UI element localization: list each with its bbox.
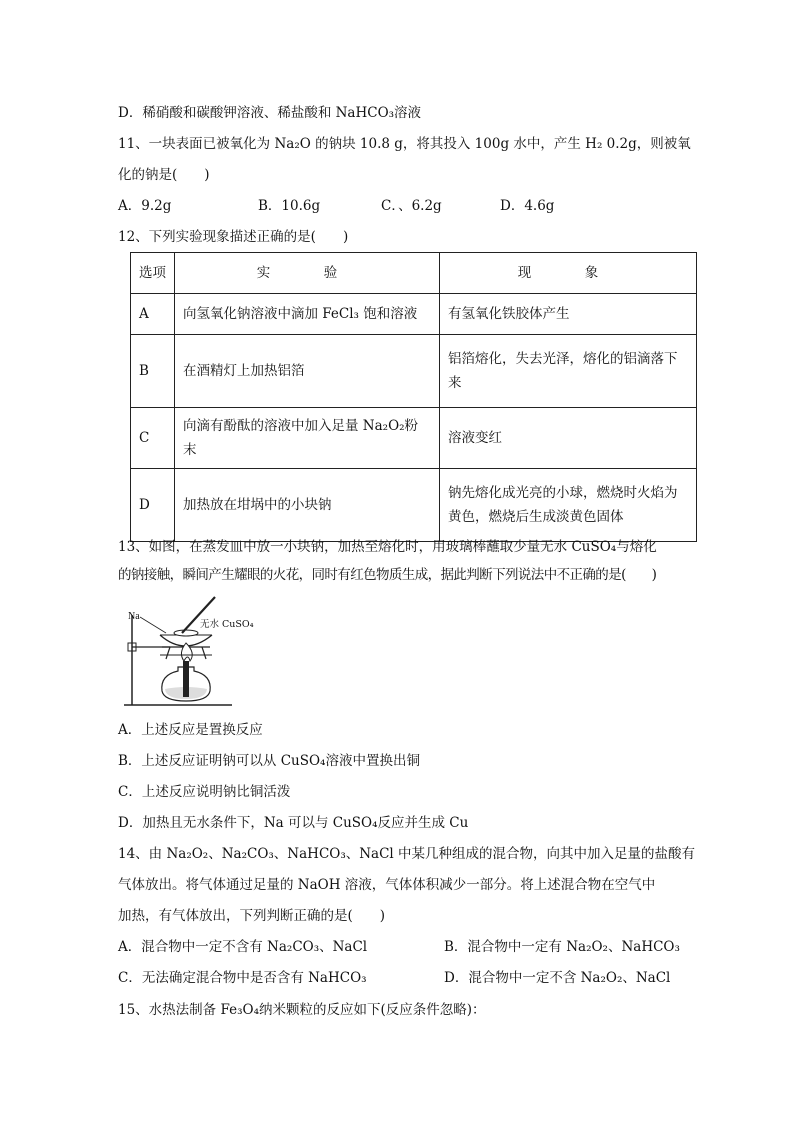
q14-stem-line3: 加热，有气体放出，下列判断正确的是( ) <box>118 908 386 924</box>
experiment-apparatus-figure <box>120 595 270 710</box>
row-option: A <box>131 294 175 335</box>
q15-stem: 15、水热法制备 Fe₃O₄纳米颗粒的反应如下(反应条件忽略)： <box>118 1002 486 1018</box>
row-phenomenon: 有氢氧化铁胶体产生 <box>440 294 697 335</box>
table-row <box>131 469 697 542</box>
q14-option-b: B．混合物中一定有 Na₂O₂、NaHCO₃ <box>444 939 680 955</box>
row-option: B <box>131 335 175 408</box>
q11-stem-line2: 化的钠是( ) <box>118 167 210 183</box>
q13-option-d: D．加热且无水条件下，Na 可以与 CuSO₄反应并生成 Cu <box>118 815 469 831</box>
row-option: D <box>131 469 175 542</box>
row-experiment: 向滴有酚酞的溶液中加入足量 Na₂O₂粉末 <box>175 408 440 469</box>
q11-option-b: B．10.6g <box>258 198 321 214</box>
q11-option-c: C．、6.2g <box>381 198 442 214</box>
row-phenomenon: 溶液变红 <box>440 408 697 469</box>
row-experiment: 向氢氧化钠溶液中滴加 FeCl₃ 饱和溶液 <box>175 294 440 335</box>
row-phenomenon: 钠先熔化成光亮的小球，燃烧时火焰为黄色，燃烧后生成淡黄色固体 <box>440 469 697 542</box>
label-cuso4: 无水 CuSO₄ <box>200 619 254 630</box>
table-row <box>131 408 697 469</box>
q13-option-c: C．上述反应说明钠比铜活泼 <box>118 784 291 800</box>
apparatus-diagram <box>120 595 270 710</box>
header-option: 选项 <box>131 253 175 294</box>
row-phenomenon: 铝箔熔化，失去光泽，熔化的铝滴落下来 <box>440 335 697 408</box>
q11-option-a: A．9.2g <box>118 198 172 214</box>
table-row <box>131 294 697 335</box>
row-option: C <box>131 408 175 469</box>
row-experiment: 在酒精灯上加热铝箔 <box>175 335 440 408</box>
header-phenomenon: 现 象 <box>440 253 697 294</box>
label-na: Na <box>128 611 140 622</box>
q13-stem-line2: 的钠接触，瞬间产生耀眼的火花，同时有红色物质生成，据此判断下列说法中不正确的是( ) <box>118 567 657 583</box>
q14-option-a: A．混合物中一定不含有 Na₂CO₃、NaCl <box>118 939 368 955</box>
q13-stem-line1: 13、如图，在蒸发皿中放一小块钠，加热至熔化时，用玻璃棒蘸取少量无水 CuSO₄与熔化 <box>118 539 657 555</box>
q11-stem-line1: 11、一块表面已被氧化为 Na₂O 的钠块 10.8 g，将其投入 100g 水中，产生 H₂ 0.2g，则被氧 <box>118 136 691 152</box>
q14-option-d: D．混合物中一定不含 Na₂O₂、NaCl <box>444 970 671 986</box>
header-experiment: 实 验 <box>175 253 440 294</box>
table-row <box>131 335 697 408</box>
row-experiment: 加热放在坩埚中的小块钠 <box>175 469 440 542</box>
q14-stem-line1: 14、由 Na₂O₂、Na₂CO₃、NaHCO₃、NaCl 中某几种组成的混合物，向其中加入足量的盐酸有 <box>118 846 696 862</box>
q13-option-a: A．上述反应是置换反应 <box>118 722 263 738</box>
q14-stem-line2: 气体放出。将气体通过足量的 NaOH 溶液，气体体积减少一部分。将上述混合物在空气中 <box>118 877 656 893</box>
table-header-row <box>131 253 697 294</box>
q13-option-b: B．上述反应证明钠可以从 CuSO₄溶液中置换出铜 <box>118 753 420 769</box>
q14-option-c: C．无法确定混合物中是否含有 NaHCO₃ <box>118 970 367 986</box>
q10-option-d: D．稀硝酸和碳酸钾溶液、稀盐酸和 NaHCO₃溶液 <box>118 105 422 121</box>
q12-stem: 12、下列实验现象描述正确的是( ) <box>118 229 349 245</box>
experiment-table <box>130 252 697 542</box>
q11-option-d: D．4.6g <box>500 198 555 214</box>
